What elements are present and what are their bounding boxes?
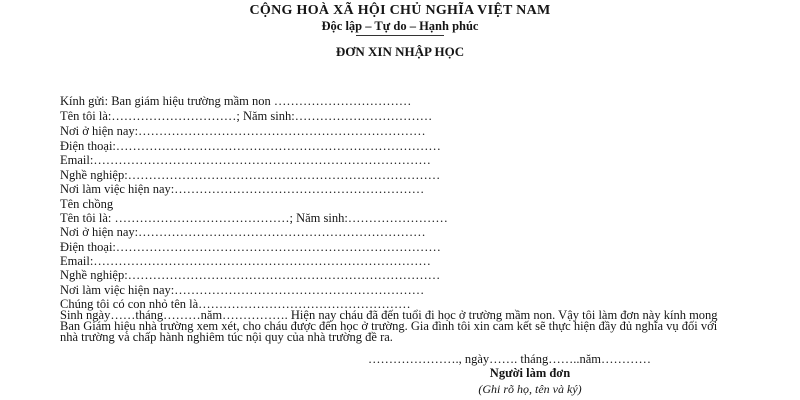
form-line-child-name: Chúng tôi có con nhỏ tên là…………………………………………… [60,297,411,311]
form-line-occupation: Nghề nghiệp:………………………………………………………………… [60,168,441,182]
form-line-husband-heading: Tên chồng [60,197,114,211]
country-header: CỘNG HOÀ XÃ HỘI CHỦ NGHĨA VIỆT NAM [249,3,551,18]
form-line-husband-email: Email:……………………………………………………………………… [60,254,431,268]
form-line-husband-occupation: Nghề nghiệp:………………………………………………………………… [60,268,441,282]
date-line: …………………., ngày……. tháng……..năm………… [368,352,651,366]
motto-header: Độc lập – Tự do – Hạnh phúc [321,19,479,33]
form-line-address: Nơi ở hiện nay:…………………………………………………………… [60,124,426,138]
header-underline [356,35,444,36]
form-line-name: Tên tôi là:…………………………; Năm sinh:…………………………… [60,109,433,123]
form-line-phone: Điện thoại:…………………………………………………………………… [60,139,441,153]
request-paragraph: Sinh ngày……tháng………năm……………. Hiện nay cháu đã đến tuổi đi học ở trường mầm non. Vậy tôi làm đơn này kính mong Ban Giám hiệu nhà trường xem xét, cho cháu được đến học ở trường. Gia đình tôi xin cam kết sẽ thực hiện đầy đủ nghĩa vụ đối với nhà trường và chấp hành nghiêm túc nội quy của nhà trường đề ra. [60,308,718,344]
form-line-email: Email:……………………………………………………………………… [60,153,431,167]
form-line-husband-address: Nơi ở hiện nay:…………………………………………………………… [60,225,426,239]
form-line-recipient: Kính gửi: Ban giám hiệu trường mầm non …………………………… [60,94,412,108]
signer-label: Người làm đơn [489,366,571,380]
document-title: ĐƠN XIN NHẬP HỌC [335,44,465,59]
form-line-workplace: Nơi làm việc hiện nay:…………………………………………………… [60,182,425,196]
form-line-husband-name: Tên tôi là: ……………………………………; Năm sinh:…………………… [60,211,448,225]
form-line-husband-phone: Điện thoại:…………………………………………………………………… [60,240,441,254]
signer-note: (Ghi rõ họ, tên và ký) [478,382,582,396]
form-line-husband-workplace: Nơi làm việc hiện nay:…………………………………………………… [60,283,425,297]
